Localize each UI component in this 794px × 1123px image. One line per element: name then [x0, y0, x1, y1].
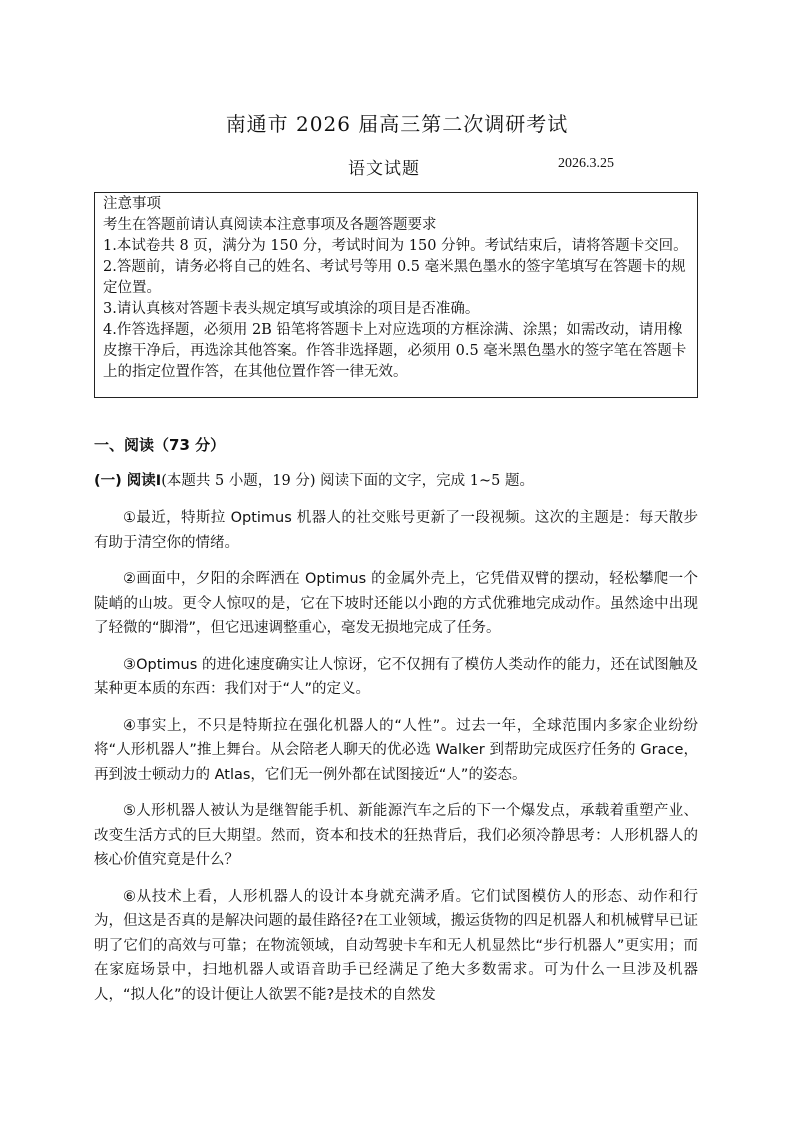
notice-line: 考生在答题前请认真阅读本注意事项及各题答题要求 [103, 217, 437, 233]
notice-line: 3.请认真核对答题卡表头规定填写或填涂的项目是否准确。 [103, 301, 480, 317]
subject-title: 语文试题 [348, 159, 420, 179]
notice-heading: 注意事项 [103, 196, 161, 212]
passage-paragraph: ③Optimus 的进化速度确实让人惊讶，它不仅拥有了模仿人类动作的能力，还在试图触及某种更本质的东西：我们对于“人”的定义。 [94, 656, 698, 697]
notice-box [94, 192, 698, 398]
passage-paragraph: ⑤人形机器人被认为是继智能手机、新能源汽车之后的下一个爆发点，承载着重塑产业、改变生活方式的巨大期望。然而，资本和技术的狂热背后，我们必须冷静思考：人形机器人的核心价值究竟是什么？ [94, 803, 698, 868]
passage-paragraph: ①最近，特斯拉 Optimus 机器人的社交账号更新了一段视频。这次的主题是：每天散步有助于清空你的情绪。 [94, 510, 698, 551]
notice-line: 2.答题前，请务必将自己的姓名、考试号等用 0.5 毫米黑色墨水的签字笔填写在答题卡的规定位置。 [103, 259, 686, 296]
notice-line: 4.作答选择题，必须用 2B 铅笔将答题卡上对应选项的方框涂满、涂黑；如需改动，请用橡皮擦干净后，再选涂其他答案。作答非选择题，必须用 0.5 毫米黑色墨水的签字笔在答题卡上的指定位置作答，在其他位置作答一律无效。 [103, 322, 687, 380]
exam-date: 2026.3.25 [558, 156, 614, 171]
passage-paragraph: ②画面中，夕阳的余晖洒在 Optimus 的金属外壳上，它凭借双臂的摆动，轻松攀爬一个陡峭的山坡。更令人惊叹的是，它在下坡时还能以小跑的方式优雅地完成动作。虽然途中出现了轻微的“脚滑”，但它迅速调整重心，毫发无损地完成了任务。 [94, 571, 698, 636]
exam-title: 南通市 2026 届高三第二次调研考试 [225, 112, 569, 136]
subsection-label: (一) 阅读Ⅰ [94, 473, 162, 489]
passage-paragraph: ④事实上，不只是特斯拉在强化机器人的“人性”。过去一年，全球范围内多家企业纷纷将“人形机器人”推上舞台。从会陪老人聊天的优必选 Walker 到帮助完成医疗任务的 Grace，再到波士顿动力的 Atlas，它们无一例外都在试图接近“人”的姿态。 [94, 717, 698, 783]
notice-line: 1.本试卷共 8 页，满分为 150 分，考试时间为 150 分钟。考试结束后，请将答题卡交回。 [103, 238, 688, 254]
subsection-instruction: (本题共 5 小题，19 分) 阅读下面的文字，完成 1~5 题。 [161, 473, 534, 489]
subsection-heading [94, 469, 714, 490]
reading-passage [94, 506, 698, 1019]
passage-paragraph: ⑥从技术上看，人形机器人的设计本身就充满矛盾。它们试图模仿人的形态、动作和行为，但这是否真的是解决问题的最佳路径?在工业领域，搬运货物的四足机器人和机械臂早已证明了它们的高效与可靠；在物流领域，自动驾驶卡车和无人机显然比“步行机器人”更实用；而在家庭场景中，扫地机器人或语音助手已经满足了绝大多数需求。可为什么一旦涉及机器人，“拟人化”的设计便让人欲罢不能?是技术的自然发 [94, 888, 698, 1003]
subtitle-row [0, 154, 794, 178]
section-heading: 一、阅读（73 分） [94, 436, 226, 454]
